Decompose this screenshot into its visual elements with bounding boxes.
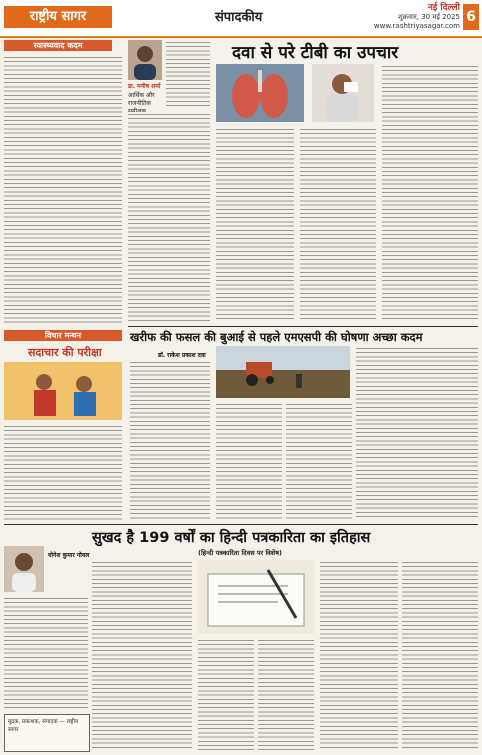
msp-headline: खरीफ की फसल की बुआई से पहले एमएसपी की घोषणा अच्छा कदम (130, 330, 423, 344)
journalism-headline: सुखद है 199 वर्षों का हिन्दी पत्रकारिता का इतिहास (92, 530, 371, 546)
journalism-text-2 (92, 560, 192, 750)
tb-text-2 (300, 127, 376, 322)
dateline (374, 4, 460, 31)
intro-text-a (166, 40, 210, 108)
vichar-text (4, 424, 122, 520)
journalism-text-3 (198, 638, 254, 750)
tb-patient-image (312, 64, 374, 122)
msp-text-3 (286, 402, 352, 520)
divider (128, 326, 478, 327)
tb-lungs-image (216, 64, 304, 122)
page-number: 6 (463, 4, 479, 30)
msp-text-4 (356, 346, 478, 520)
date: शुक्रवार, 30 मई 2025 (398, 13, 460, 21)
columnist-name: डा. मनीष शर्मा (128, 83, 161, 90)
msp-byline: डॉ. राकेश प्रकाश दवा (158, 352, 206, 359)
journalism-text-4 (258, 638, 314, 750)
imprint-text: मुद्रक, प्रकाशक, संपादक — राष्ट्रीय सागर (8, 719, 79, 733)
journalism-pen-illustration (198, 560, 314, 634)
msp-text-1 (130, 360, 210, 520)
journalism-text-1 (4, 596, 88, 710)
section-title: संपादकीय (215, 10, 263, 25)
person-silhouette-icon (128, 40, 162, 80)
vichar-title: सदाचार की परीक्षा (28, 346, 102, 359)
journalism-author-photo (4, 546, 44, 592)
vichar-label: विचार मन्थन (4, 330, 122, 341)
columnist-title: आर्थिक और राजनीतिक (128, 92, 155, 107)
imprint-box (4, 714, 90, 752)
website: www.rashtriyasagar.com (373, 22, 460, 30)
city: नई दिल्ली (427, 3, 460, 13)
left-column-heading: स्वास्थ्यवाद कदम (4, 40, 112, 51)
tb-text-3 (382, 64, 478, 322)
page-header (0, 0, 482, 38)
journalism-text-5 (320, 560, 398, 750)
journalism-subhead: (हिन्दी पत्रकारिता दिवस पर विशेष) (198, 549, 282, 557)
left-column-text (4, 55, 122, 323)
intro-text-b (128, 112, 210, 322)
tb-headline: दवा से परे टीबी का उपचार (232, 43, 399, 63)
journalism-text-6 (402, 560, 478, 750)
journalism-byline: योगेश कुमार गोयल (48, 552, 90, 559)
msp-text-2 (216, 402, 282, 520)
tb-text-1 (216, 127, 294, 322)
vichar-illustration (4, 362, 122, 420)
paper-name: राष्ट्रीय सागर (4, 6, 112, 28)
divider-2 (4, 524, 478, 525)
msp-farm-image (216, 346, 350, 398)
columnist-photo (128, 40, 162, 80)
